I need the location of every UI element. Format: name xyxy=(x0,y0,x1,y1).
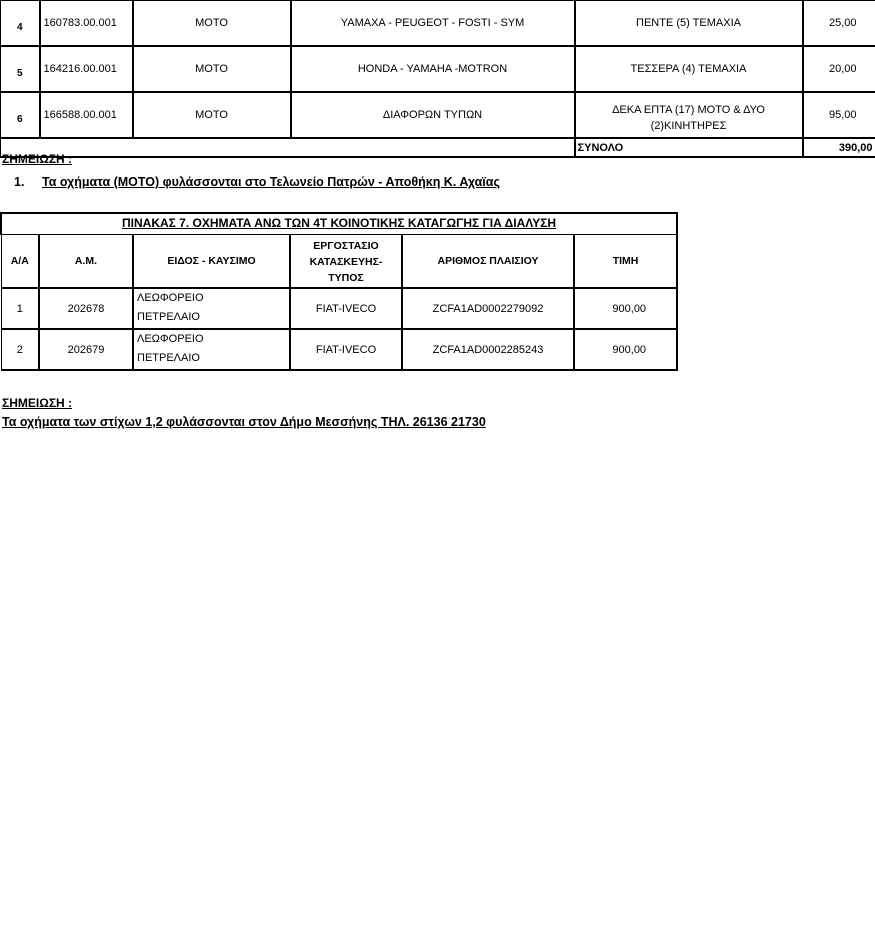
item-code: 166588.00.001 xyxy=(40,92,133,138)
total-spacer xyxy=(1,138,575,157)
vehicle-brands: HONDA - YAMAHA -MOTRON xyxy=(291,46,575,92)
header-factory-line1: ΕΡΓΟΣΤΑΣΙΟ xyxy=(313,240,379,252)
row-chassis: ZCFA1AD0002285243 xyxy=(402,329,574,370)
vehicle-quantity: ΠΕΝΤΕ (5) ΤΕΜΑΧΙΑ xyxy=(575,1,803,47)
item-code: 164216.00.001 xyxy=(40,46,133,92)
table-seven xyxy=(0,212,678,371)
header-factory-line3: ΤΥΠΟΣ xyxy=(328,272,364,284)
header-kind: ΕΙΔΟΣ - ΚΑΥΣΙΜΟ xyxy=(133,235,290,289)
vehicle-type: ΜΟΤΟ xyxy=(133,92,291,138)
row-number: 6 xyxy=(1,92,40,138)
row-am: 202679 xyxy=(39,329,133,370)
row-kind-line2: ΠΕΤΡΕΛΑΙΟ xyxy=(137,352,200,364)
vehicle-price: 20,00 xyxy=(803,46,875,92)
vehicle-quantity: ΤΕΣΣΕΡΑ (4) ΤΕΜΑΧΙΑ xyxy=(575,46,803,92)
table-row xyxy=(1,329,677,370)
vehicle-price: 95,00 xyxy=(803,92,875,138)
row-factory: FIAT-IVECO xyxy=(290,329,402,370)
note-item-text: Τα οχήματα (ΜΟΤΟ) φυλάσσονται στο Τελωνείο Πατρών - Αποθήκη Κ. Αχαϊας xyxy=(42,175,500,189)
row-number: 5 xyxy=(1,46,40,92)
header-chassis: ΑΡΙΘΜΟΣ ΠΛΑΙΣΙΟΥ xyxy=(402,235,574,289)
row-number: 1 xyxy=(1,288,39,329)
row-am: 202678 xyxy=(39,288,133,329)
table-caption-text: ΠΙΝΑΚΑΣ 7. ΟΧΗΜΑΤΑ ΑΝΩ ΤΩΝ 4Τ ΚΟΙΝΟΤΙΚΗΣ ΚΑΤΑΓΩΓΗΣ ΓΙΑ ΔΙΑΛΥΣΗ xyxy=(121,216,557,230)
row-factory: FIAT-IVECO xyxy=(290,288,402,329)
row-price: 900,00 xyxy=(574,288,677,329)
total-label: ΣΥΝΟΛΟ xyxy=(575,138,803,157)
vehicle-brands: ΔΙΑΦΟΡΩΝ ΤΥΠΩΝ xyxy=(291,92,575,138)
note-title: ΣΗΜΕΙΩΣΗ : xyxy=(2,152,73,166)
row-number: 4 xyxy=(1,1,40,47)
header-factory-line2: ΚΑΤΑΣΚΕΥΗΣ- xyxy=(309,256,383,268)
row-kind xyxy=(133,329,290,370)
table-caption xyxy=(1,213,677,235)
row-chassis: ZCFA1AD0002279092 xyxy=(402,288,574,329)
table-row xyxy=(1,92,875,138)
row-kind-line1: ΛΕΩΦΟΡΕΙΟ xyxy=(137,292,204,304)
row-kind xyxy=(133,288,290,329)
note-text: Τα οχήματα των στίχων 1,2 φυλάσσονται στον Δήμο Μεσσήνης ΤΗΛ. 26136 21730 xyxy=(2,415,486,429)
header-price: ΤΙΜΗ xyxy=(574,235,677,289)
row-price: 900,00 xyxy=(574,329,677,370)
table-header-row xyxy=(1,235,677,289)
table-caption-row xyxy=(1,213,677,235)
table-row xyxy=(1,288,677,329)
note-item-number: 1. xyxy=(14,175,25,189)
vehicle-quantity: ΔΕΚΑ ΕΠΤΑ (17) ΜΟΤΟ & ΔΥΟ (2)ΚΙΝΗΤΗΡΕΣ xyxy=(612,103,765,132)
item-code: 160783.00.001 xyxy=(40,1,133,47)
row-number: 2 xyxy=(1,329,39,370)
vehicle-type: ΜΟΤΟ xyxy=(133,1,291,47)
header-factory xyxy=(290,235,402,289)
total-value: 390,00 xyxy=(803,138,875,157)
vehicle-brands: YAMAXA - PEUGEOT - FOSTI - SYM xyxy=(291,1,575,47)
vehicle-quantity-cell xyxy=(575,92,803,138)
total-row xyxy=(1,138,875,157)
note-title: ΣΗΜΕΙΩΣΗ : xyxy=(2,396,73,410)
header-aa: Α/Α xyxy=(1,235,39,289)
vehicle-price: 25,00 xyxy=(803,1,875,47)
vehicles-table-continued xyxy=(0,0,875,158)
header-am: Α.Μ. xyxy=(39,235,133,289)
row-kind-line1: ΛΕΩΦΟΡΕΙΟ xyxy=(137,333,204,345)
table-row xyxy=(1,46,875,92)
table-row xyxy=(1,1,875,47)
row-kind-line2: ΠΕΤΡΕΛΑΙΟ xyxy=(137,311,200,323)
vehicle-type: ΜΟΤΟ xyxy=(133,46,291,92)
